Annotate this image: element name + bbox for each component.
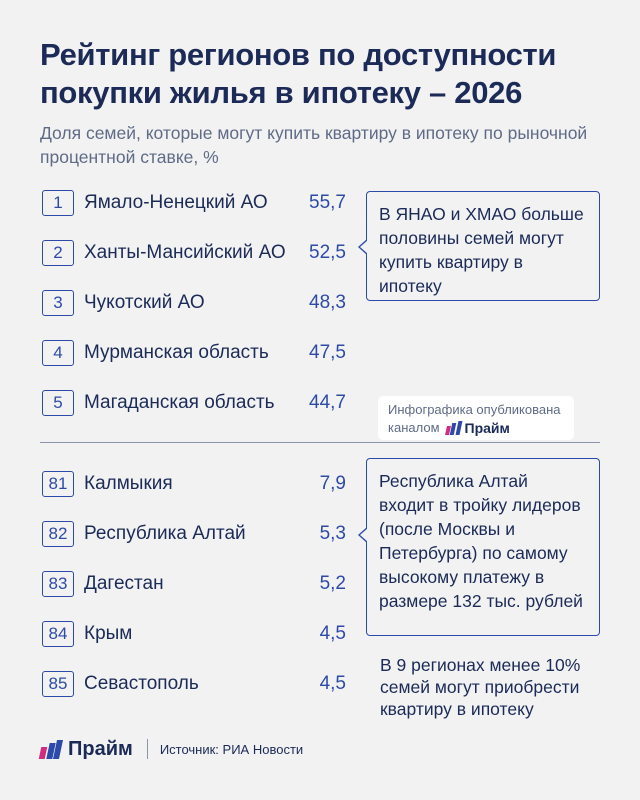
- callout-pointer-inner: [360, 240, 368, 254]
- section-divider: [40, 442, 600, 443]
- rank-badge: 81: [42, 471, 74, 497]
- rank-badge: 83: [42, 571, 74, 597]
- region-value: 4,5: [319, 623, 346, 644]
- table-row: [40, 388, 350, 418]
- region-name: Ханты-Мансийский АО: [84, 242, 286, 263]
- praim-logo-icon: [446, 421, 461, 435]
- region-name: Крым: [84, 623, 133, 644]
- region-name: Дагестан: [84, 573, 164, 594]
- rank-badge: 3: [42, 290, 74, 316]
- table-row: [40, 338, 350, 368]
- note-text: В 9 регионах менее 10% семей могут приобрести квартиру в ипотеку: [380, 655, 581, 719]
- table-row: [40, 619, 350, 649]
- table-row: [40, 188, 350, 218]
- callout-pointer-inner: [360, 528, 368, 542]
- rank-badge: 5: [42, 390, 74, 416]
- region-value: 4,5: [319, 673, 346, 694]
- table-row: [40, 469, 350, 499]
- page-subtitle: Доля семей, которые могут купить квартиру в ипотеку по рыночной процентной ставке, %: [40, 123, 588, 167]
- region-value: 5,2: [319, 573, 346, 594]
- published-brand: Прайм: [464, 420, 510, 436]
- region-value: 55,7: [309, 192, 346, 213]
- table-row: [40, 519, 350, 549]
- rank-badge: 82: [42, 521, 74, 547]
- region-value: 7,9: [319, 473, 346, 494]
- published-line2-row: [388, 419, 564, 437]
- table-row: [40, 288, 350, 318]
- page-title: Рейтинг регионов по доступности покупки жилья в ипотеку – 2026: [40, 37, 557, 110]
- table-row: [40, 238, 350, 268]
- rank-badge: 2: [42, 240, 74, 266]
- region-name: Республика Алтай: [84, 523, 246, 544]
- table-row: [40, 669, 350, 699]
- region-name: Чукотский АО: [84, 292, 205, 313]
- region-value: 47,5: [309, 342, 346, 363]
- region-name: Мурманская область: [84, 342, 269, 363]
- region-name: Калмыкия: [84, 473, 173, 494]
- region-value: 48,3: [309, 292, 346, 313]
- published-line1: Инфографика опубликована: [388, 402, 561, 417]
- region-name: Магаданская область: [84, 392, 275, 413]
- region-value: 5,3: [319, 523, 346, 544]
- published-badge: [378, 396, 574, 440]
- region-name: Ямало-Ненецкий АО: [84, 192, 268, 213]
- region-value: 44,7: [309, 392, 346, 413]
- published-logo: [446, 419, 510, 437]
- rank-badge: 85: [42, 671, 74, 697]
- rank-badge: 84: [42, 621, 74, 647]
- footer-separator: [147, 739, 148, 759]
- footer: [40, 736, 303, 762]
- footer-brand: Прайм: [68, 737, 133, 760]
- published-line2: каналом: [388, 420, 440, 435]
- bottom-callout: [366, 458, 600, 636]
- bottom-callout-text: Республика Алтай входит в тройку лидеров (после Москвы и Петербурга) по самому высокому платежу в размере 132 тыс. рублей: [379, 471, 583, 611]
- praim-logo-icon: [40, 740, 61, 759]
- top-callout: [366, 191, 600, 301]
- footer-logo: [40, 738, 133, 761]
- top-callout-text: В ЯНАО и ХМАО больше половины семей могут купить квартиру в ипотеку: [379, 204, 584, 296]
- rank-badge: 4: [42, 340, 74, 366]
- region-name: Севастополь: [84, 673, 199, 694]
- region-value: 52,5: [309, 242, 346, 263]
- source-text: Источник: РИА Новости: [159, 741, 304, 757]
- rank-badge: 1: [42, 190, 74, 216]
- table-row: [40, 569, 350, 599]
